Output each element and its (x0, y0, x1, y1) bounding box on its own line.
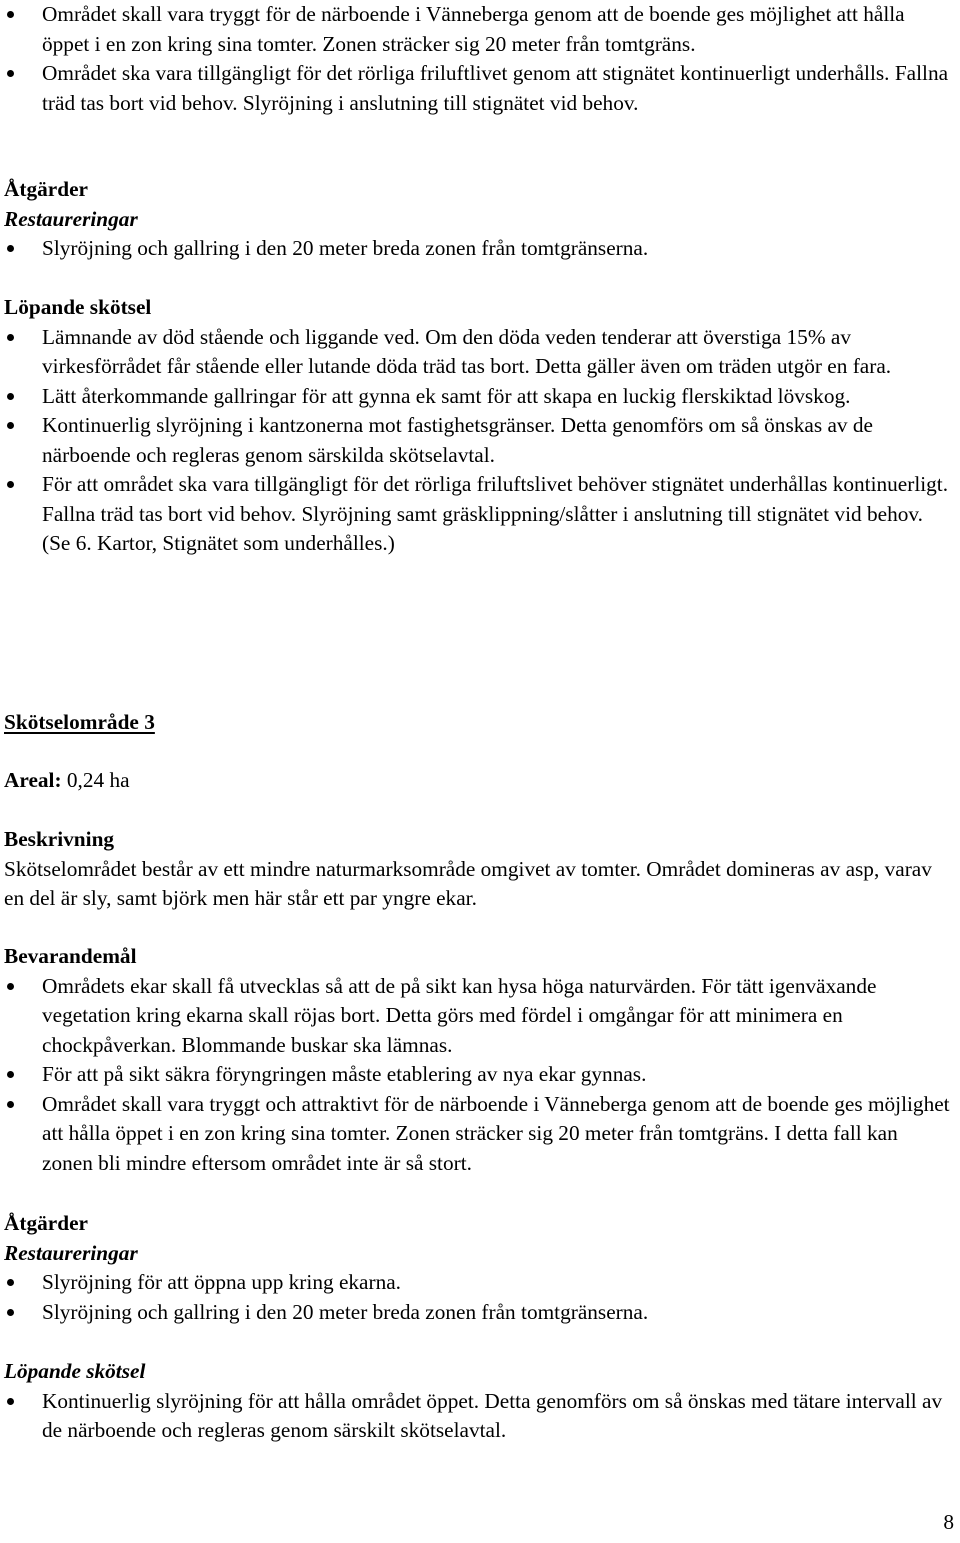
beskrivning-heading: Beskrivning (4, 827, 115, 851)
list-item: Slyröjning för att öppna upp kring ekarna. (0, 1268, 960, 1298)
page-number: 8 (943, 1510, 954, 1534)
lopande-heading: Löpande skötsel (4, 295, 152, 319)
list-item: Slyröjning och gallring i den 20 meter breda zonen från tomtgränserna. (0, 234, 960, 264)
section-title-block (0, 708, 960, 738)
restaureringar-list (0, 234, 960, 264)
areal-value: 0,24 ha (61, 768, 130, 792)
bevarandemal-section (0, 942, 960, 1178)
section-title: Skötselområde 3 (4, 710, 155, 734)
list-item: Området skall vara tryggt för de närboende i Vänneberga genom att de boende ges möjlighet att hålla öppet i en zon kring sina tomter. Zonen sträcker sig 20 meter från tomtgräns. (0, 0, 960, 59)
list-item: Området ska vara tillgängligt för det rörliga friluftlivet genom att stignätet kontinuerligt underhålls. Fallna träd tas bort vid behov. Slyröjning i anslutning till stignätet vid behov. (0, 59, 960, 118)
list-item: Kontinuerlig slyröjning för att hålla området öppet. Detta genomförs om så önskas med tätare intervall av de närboende och regleras genom särskilt skötselavtal. (0, 1387, 960, 1446)
atgarder-section-3 (0, 1209, 960, 1327)
beskrivning-text: Skötselområdet består av ett mindre naturmarksområde omgivet av tomter. Området domineras av asp, varav en del är sly, samt björk men här står ett par yngre ekar. (4, 856, 932, 910)
atgarder-section (0, 175, 960, 264)
lopande-section (0, 293, 960, 559)
list-item: För att på sikt säkra föryngringen måste etablering av nya ekar gynnas. (0, 1060, 960, 1090)
lopande-heading: Löpande skötsel (4, 1359, 146, 1383)
list-item: Lämnande av död stående och liggande ved. Om den döda veden tenderar att överstiga 15% av virkesförrådet får stående eller lutande döda träd tas bort. Detta gäller även om träden utgör en fara. (0, 323, 960, 382)
bevarandemal-list (0, 972, 960, 1179)
areal-label: Areal: (4, 768, 62, 792)
lopande-section-3 (0, 1357, 960, 1446)
bevarandemal-heading: Bevarandemål (4, 944, 137, 968)
list-item: Kontinuerlig slyröjning i kantzonerna mot fastighetsgränser. Detta genomförs om så önskas av de närboende och regleras genom särskilda skötselavtal. (0, 411, 960, 470)
restaureringar-heading: Restaureringar (4, 1240, 138, 1265)
lopande-list (0, 323, 960, 559)
restaureringar-list (0, 1268, 960, 1327)
atgarder-heading: Åtgärder (4, 177, 88, 201)
atgarder-heading: Åtgärder (4, 1211, 88, 1235)
lopande-list (0, 1387, 960, 1446)
list-item: Områdets ekar skall få utvecklas så att de på sikt kan hysa höga naturvärden. För tätt igenväxande vegetation kring ekarna skall röjas bort. Detta görs med fördel i omgångar för att minimera en chockpåverkan. Blommande buskar ska lämnas. (0, 972, 960, 1061)
restaureringar-heading: Restaureringar (4, 206, 138, 231)
list-item: För att området ska vara tillgängligt för det rörliga friluftslivet behöver stignätet underhållas kontinuerligt. Fallna träd tas bort vid behov. Slyröjning samt gräsklippning/slåtter i anslutning till stignätet vid behov. (Se 6. Kartor, Stignätet som underhålles.) (0, 470, 960, 559)
beskrivning-section (0, 825, 960, 914)
top-bullet-list (0, 0, 960, 118)
list-item: Området skall vara tryggt och attraktivt för de närboende i Vänneberga genom att de boende ges möjlighet att hålla öppet i en zon kring sina tomter. Zonen sträcker sig 20 meter från tomtgräns. I detta fall kan zonen bli mindre eftersom området inte är så stort. (0, 1090, 960, 1179)
areal-block (0, 766, 960, 796)
list-item: Slyröjning och gallring i den 20 meter breda zonen från tomtgränserna. (0, 1298, 960, 1328)
list-item: Lätt återkommande gallringar för att gynna ek samt för att skapa en luckig flerskiktad lövskog. (0, 382, 960, 412)
